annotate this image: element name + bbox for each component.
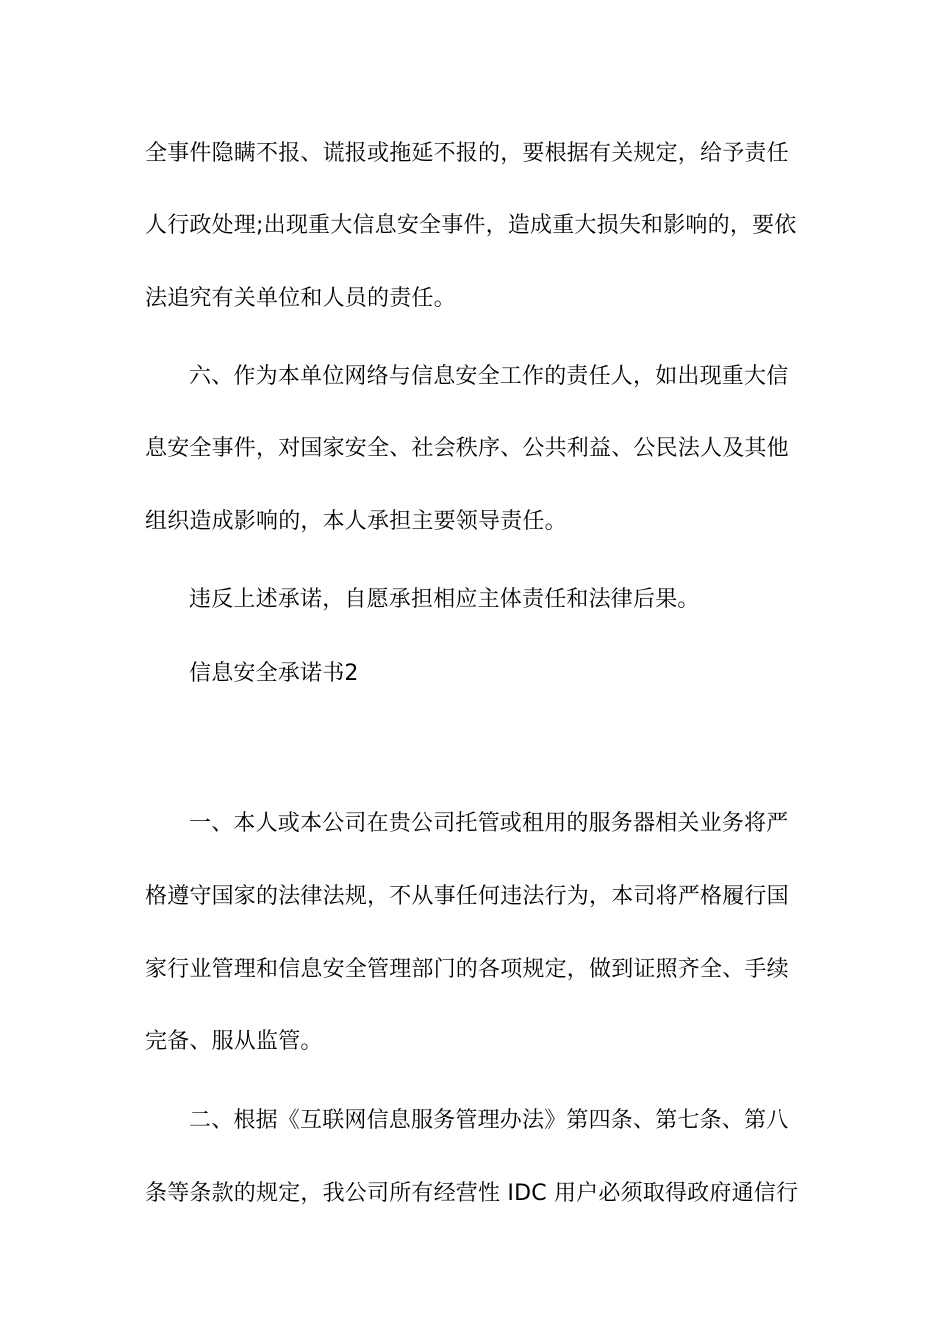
closing-statement: 违反上述承诺，自愿承担相应主体责任和法律后果。	[189, 587, 700, 612]
section-heading: 信息安全承诺书2	[189, 661, 359, 686]
body-text-line: 法追究有关单位和人员的责任。	[145, 286, 456, 311]
body-text-line: 息安全事件，对国家安全、社会秩序、公共利益、公民法人及其他	[145, 436, 789, 461]
paragraph-one-start: 一、本人或本公司在贵公司托管或租用的服务器相关业务将严	[189, 811, 789, 836]
body-text-line: 完备、服从监管。	[145, 1029, 323, 1054]
paragraph-six-start: 六、作为本单位网络与信息安全工作的责任人，如出现重大信	[189, 364, 789, 389]
body-text-line: 家行业管理和信息安全管理部门的各项规定，做到证照齐全、手续	[145, 957, 789, 982]
body-text-line: 条等条款的规定，我公司所有经营性 IDC 用户必须取得政府通信行	[145, 1181, 799, 1206]
body-text-line: 格遵守国家的法律法规，不从事任何违法行为，本司将严格履行国	[145, 884, 789, 909]
paragraph-two-start: 二、根据《互联网信息服务管理办法》第四条、第七条、第八	[189, 1108, 789, 1133]
body-text-line: 组织造成影响的，本人承担主要领导责任。	[145, 509, 567, 534]
body-text-line: 全事件隐瞒不报、谎报或拖延不报的，要根据有关规定，给予责任	[145, 141, 789, 166]
body-text-line: 人行政处理;出现重大信息安全事件，造成重大损失和影响的，要依	[145, 213, 797, 238]
